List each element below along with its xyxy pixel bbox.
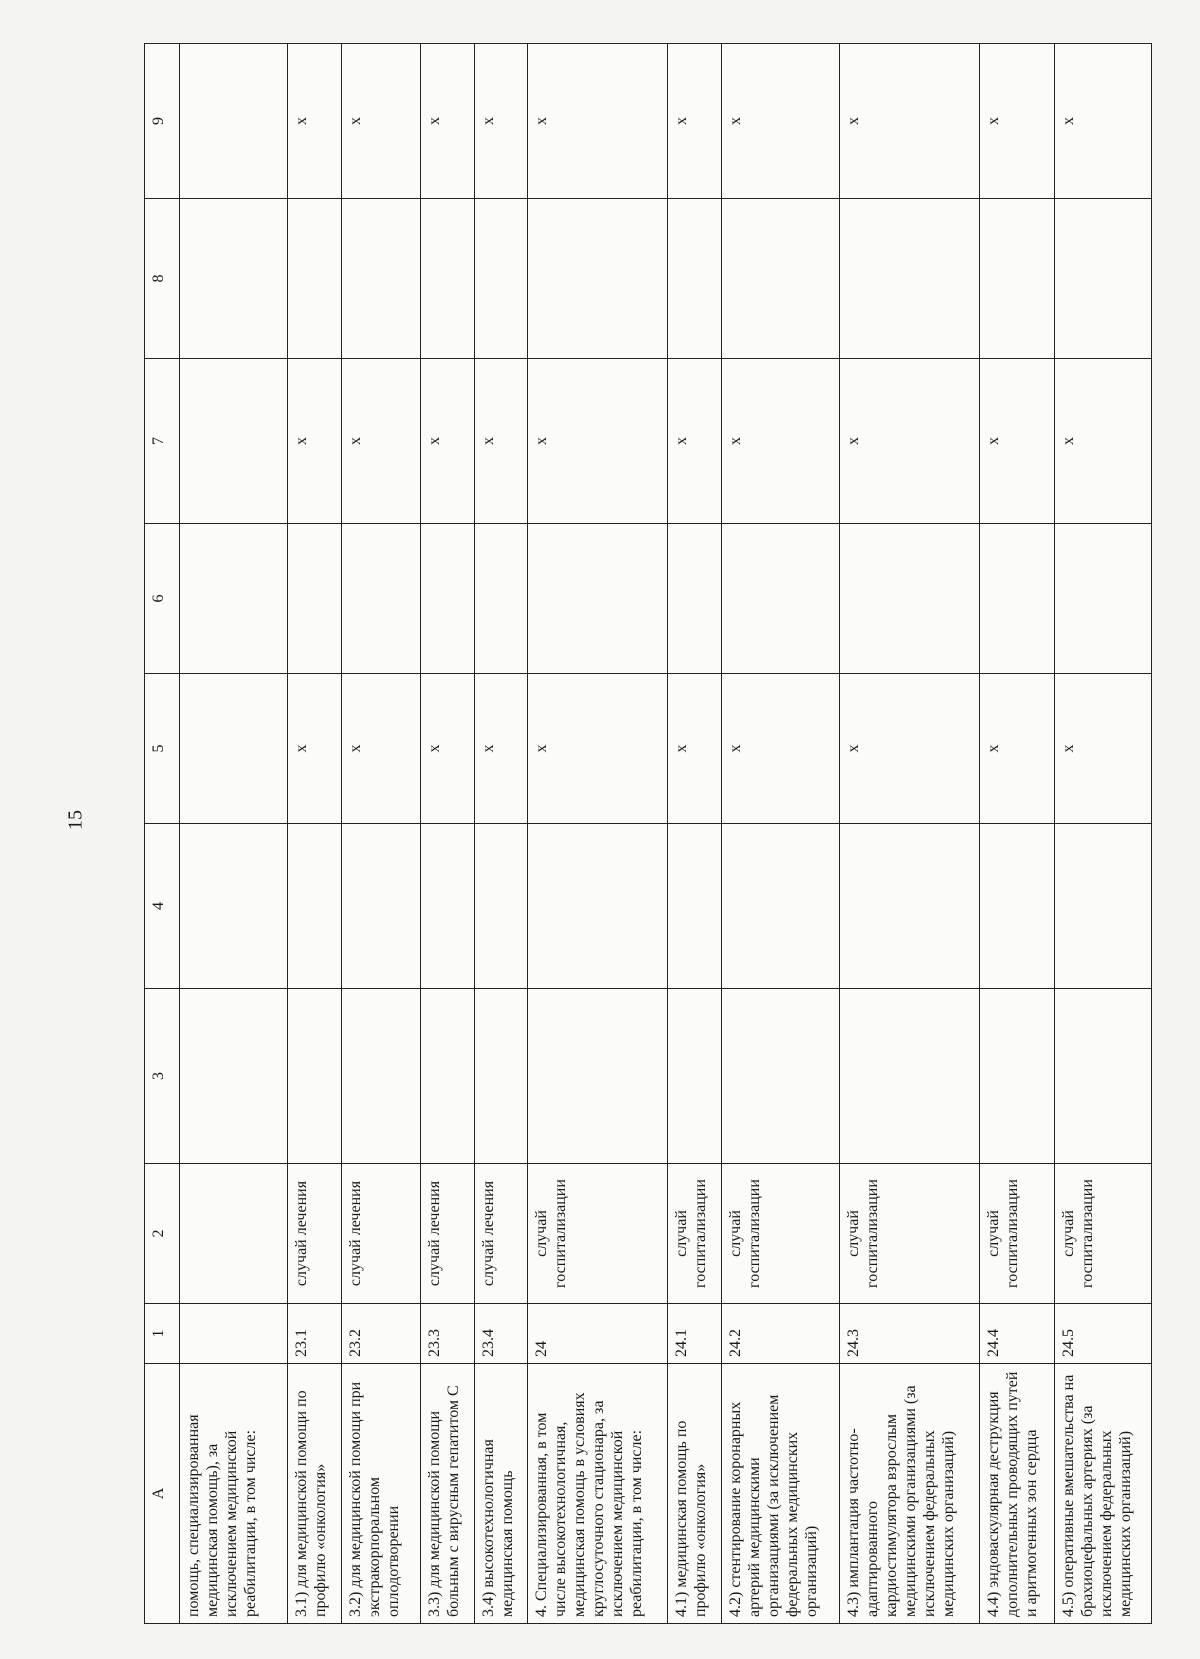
table-cell: 24.3 [840, 1304, 980, 1364]
table-cell: х [668, 674, 721, 824]
col-header: А [145, 1364, 180, 1624]
table-body [180, 44, 1152, 1624]
table-cell [180, 44, 288, 199]
col-header: 4 [145, 824, 180, 989]
table-cell: х [528, 359, 668, 524]
table-cell [1055, 989, 1152, 1164]
table-cell: х [288, 44, 341, 199]
row-label-cell: 4.3) имплантация частотно-адаптированного кардиостимулятора взрослым медицинскими организациями (за исключением федеральных медицинских организаций) [840, 1364, 980, 1624]
table-cell: случай лечения [474, 1164, 527, 1304]
table-cell [980, 824, 1055, 989]
table-cell: х [840, 359, 980, 524]
table-row [721, 44, 839, 1624]
col-header: 8 [145, 199, 180, 359]
table-cell [180, 199, 288, 359]
row-label-cell: 4.2) стентирование коронарных артерий медицинскими организациями (за исключением федеральных медицинских организаций) [721, 1364, 839, 1624]
table-cell [180, 674, 288, 824]
table-cell: х [1055, 674, 1152, 824]
table-cell: х [474, 674, 527, 824]
table-cell: х [421, 44, 474, 199]
row-label-cell: 4. Специализированная, в том числе высокотехнологичная, медицинская помощь в условиях круглосуточного стационара, за исключением медицинской реабилитации, в том числе: [528, 1364, 668, 1624]
table-cell [180, 524, 288, 674]
table-cell: 24.5 [1055, 1304, 1152, 1364]
row-label-cell: 3.4) высокотехнологичная медицинская помощь [474, 1364, 527, 1624]
table-cell: х [668, 359, 721, 524]
table-cell [180, 1164, 288, 1304]
table-cell [840, 199, 980, 359]
col-header: 9 [145, 44, 180, 199]
table-cell [668, 824, 721, 989]
table-row [474, 44, 527, 1624]
table-cell [668, 989, 721, 1164]
col-header: 7 [145, 359, 180, 524]
table-cell: х [288, 674, 341, 824]
table-cell [528, 824, 668, 989]
table-cell [840, 824, 980, 989]
table-cell [721, 524, 839, 674]
data-table [144, 43, 1152, 1624]
table-cell: х [721, 44, 839, 199]
table-cell [288, 199, 341, 359]
table-cell: случай лечения [341, 1164, 421, 1304]
table-cell: х [980, 674, 1055, 824]
table-cell: х [980, 359, 1055, 524]
row-label-cell: 3.3) для медицинской помощи больным с вирусным гепатитом С [421, 1364, 474, 1624]
table-cell [474, 524, 527, 674]
table-cell [288, 989, 341, 1164]
table-cell: 24.4 [980, 1304, 1055, 1364]
table-cell: случай госпитализации [668, 1164, 721, 1304]
table-cell: случай лечения [288, 1164, 341, 1304]
rotated-table-frame [144, 44, 1152, 1624]
table-cell: 24.2 [721, 1304, 839, 1364]
table-cell [421, 199, 474, 359]
row-label-cell: 4.5) оперативные вмешательства на брахиоцефальных артериях (за исключением федеральных медицинских организаций) [1055, 1364, 1152, 1624]
table-rotation-wrapper [144, 44, 1152, 1624]
col-header: 6 [145, 524, 180, 674]
table-row [668, 44, 721, 1624]
table-cell [528, 989, 668, 1164]
table-cell: случай госпитализации [840, 1164, 980, 1304]
table-cell [421, 989, 474, 1164]
table-row [840, 44, 980, 1624]
table-row [980, 44, 1055, 1624]
table-cell: 23.4 [474, 1304, 527, 1364]
table-cell: х [1055, 359, 1152, 524]
table-cell [180, 989, 288, 1164]
table-cell [721, 989, 839, 1164]
table-cell [421, 524, 474, 674]
col-header: 3 [145, 989, 180, 1164]
table-cell: случай лечения [421, 1164, 474, 1304]
table-cell: случай госпитализации [528, 1164, 668, 1304]
table-cell: х [341, 44, 421, 199]
page-number: 15 [64, 810, 87, 830]
table-cell [288, 524, 341, 674]
table-cell: 23.2 [341, 1304, 421, 1364]
table-cell: х [341, 359, 421, 524]
table-cell [474, 824, 527, 989]
table-cell: случай госпитализации [1055, 1164, 1152, 1304]
row-label-cell: помощь, специализированная медицинская помощь), за исключением медицинской реабилитации, в том числе: [180, 1364, 288, 1624]
table-cell [341, 824, 421, 989]
col-header: 1 [145, 1304, 180, 1364]
table-row [528, 44, 668, 1624]
table-cell: х [980, 44, 1055, 199]
table-cell: 24 [528, 1304, 668, 1364]
header-row [145, 44, 180, 1624]
table-cell [341, 524, 421, 674]
table-row [341, 44, 421, 1624]
table-cell [980, 199, 1055, 359]
table-cell [180, 1304, 288, 1364]
table-cell [421, 824, 474, 989]
table-cell: х [1055, 44, 1152, 199]
table-cell [980, 989, 1055, 1164]
table-cell: х [840, 674, 980, 824]
col-header: 5 [145, 674, 180, 824]
row-label-cell: 4.4) эндоваскулярная деструкция дополнительных проводящих путей и аритмогенных зон сердца [980, 1364, 1055, 1624]
table-cell [721, 199, 839, 359]
table-cell [180, 359, 288, 524]
table-cell: х [421, 359, 474, 524]
table-cell: х [288, 359, 341, 524]
table-cell [528, 199, 668, 359]
table-cell [474, 989, 527, 1164]
table-cell [528, 524, 668, 674]
table-cell [721, 824, 839, 989]
table-cell: х [341, 674, 421, 824]
table-cell: 24.1 [668, 1304, 721, 1364]
table-cell [1055, 824, 1152, 989]
table-row [180, 44, 288, 1624]
table-row [288, 44, 341, 1624]
table-cell: х [668, 44, 721, 199]
table-cell [180, 824, 288, 989]
table-cell: 23.1 [288, 1304, 341, 1364]
table-cell [341, 199, 421, 359]
row-label-cell: 3.1) для медицинской помощи по профилю «онкология» [288, 1364, 341, 1624]
table-cell: х [421, 674, 474, 824]
table-cell [840, 524, 980, 674]
row-label-cell: 4.1) медицинская помощь по профилю «онкология» [668, 1364, 721, 1624]
table-cell: х [721, 674, 839, 824]
table-cell: х [474, 359, 527, 524]
table-cell: случай госпитализации [721, 1164, 839, 1304]
col-header: 2 [145, 1164, 180, 1304]
table-cell [980, 524, 1055, 674]
table-cell [1055, 199, 1152, 359]
table-cell: х [840, 44, 980, 199]
table-cell: случай госпитализации [980, 1164, 1055, 1304]
table-cell: х [528, 44, 668, 199]
table-row [421, 44, 474, 1624]
table-cell [288, 824, 341, 989]
table-cell: 23.3 [421, 1304, 474, 1364]
table-cell: х [528, 674, 668, 824]
table-cell [474, 199, 527, 359]
row-label-cell: 3.2) для медицинской помощи при экстракорпоральном оплодотворении [341, 1364, 421, 1624]
table-cell [840, 989, 980, 1164]
table-cell: х [474, 44, 527, 199]
table-cell [668, 199, 721, 359]
table-row [1055, 44, 1152, 1624]
table-cell [1055, 524, 1152, 674]
table-cell: х [721, 359, 839, 524]
table-cell [668, 524, 721, 674]
table-cell [341, 989, 421, 1164]
